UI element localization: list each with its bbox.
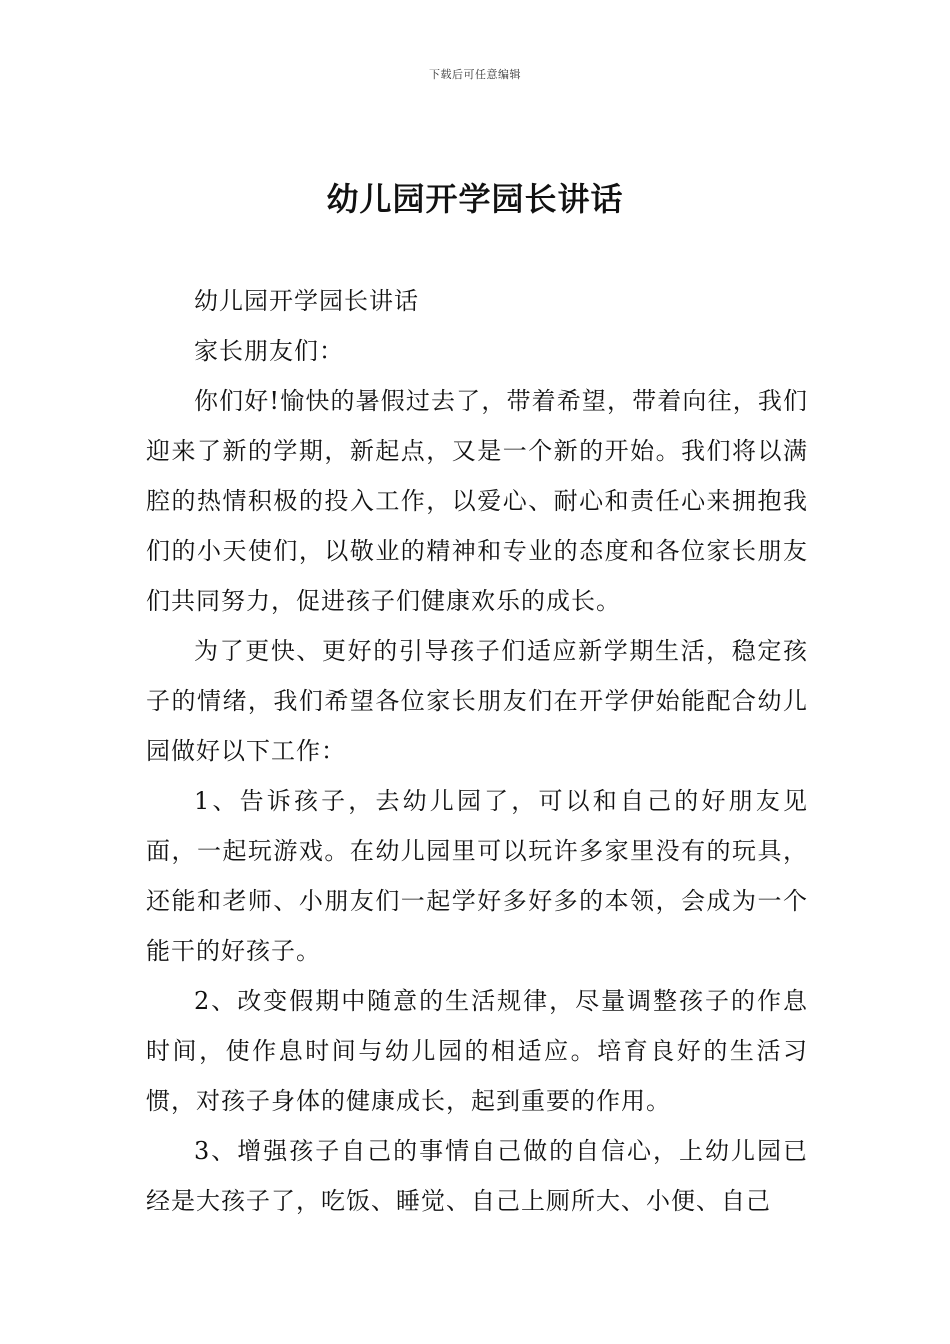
document-title: 幼儿园开学园长讲话 [326, 180, 624, 218]
paragraph-greeting: 你们好!愉快的暑假过去了，带着希望，带着向往，我们迎来了新的学期，新起点，又是一个新的开始。我们将以满腔的热情积极的投入工作，以爱心、耐心和责任心来拥抱我们的小天使们，以敬业的精神和专业的态度和各位家长朋友们共同努力，促进孩子们健康欢乐的成长。 [146, 387, 808, 615]
paragraph-intro: 为了更快、更好的引导孩子们适应新学期生活，稳定孩子的情绪，我们希望各位家长朋友们在开学伊始能配合幼儿园做好以下工作： [146, 637, 808, 765]
paragraph-item-2: 2、改变假期中随意的生活规律，尽量调整孩子的作息时间，使作息时间与幼儿园的相适应。培育良好的生活习惯，对孩子身体的健康成长，起到重要的作用。 [146, 987, 808, 1115]
header-note: 下载后可任意编辑 [429, 68, 521, 81]
paragraph-item-1: 1、告诉孩子，去幼儿园了，可以和自己的好朋友见面，一起玩游戏。在幼儿园里可以玩许多家里没有的玩具，还能和老师、小朋友们一起学好多好多的本领，会成为一个能干的好孩子。 [146, 787, 808, 965]
paragraph-item-3: 3、增强孩子自己的事情自己做的自信心，上幼儿园已经是大孩子了，吃饭、睡觉、自己上厕所大、小便、自己 [146, 1137, 808, 1215]
paragraph-subtitle: 幼儿园开学园长讲话 [194, 287, 419, 315]
document-body [146, 276, 808, 1226]
paragraph-salutation: 家长朋友们： [194, 337, 344, 365]
